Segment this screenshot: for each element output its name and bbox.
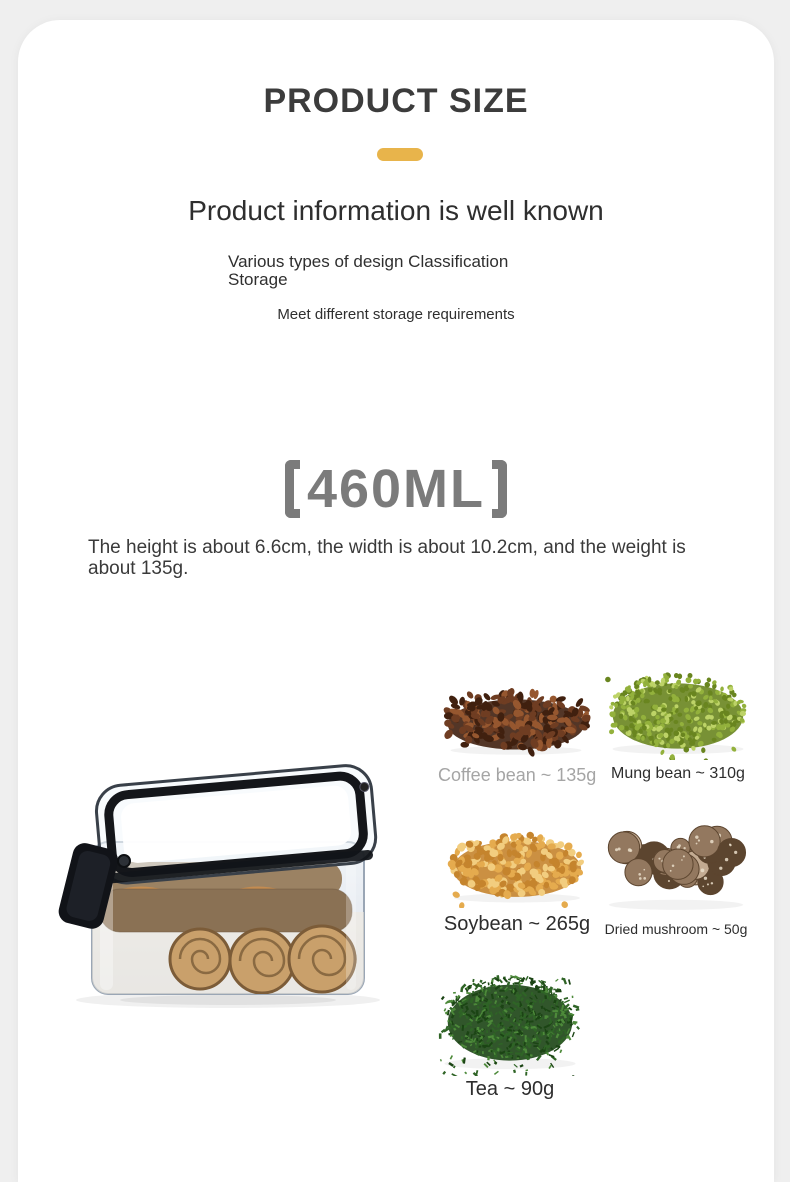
tea-pile-image: [432, 952, 588, 1076]
capacity-label: Tea ~ 90g: [465, 1078, 555, 1100]
coffee-bean-pile-image: [438, 664, 594, 760]
capacity-example-dried-mushroom: [596, 804, 756, 937]
capacity-example-coffee-bean: [438, 664, 597, 786]
intro-subline-2: Meet different storage requirements: [277, 306, 515, 323]
intro-headline: Product information is well known: [188, 195, 604, 226]
intro-subline-1: Various types of design Classification Storage: [228, 252, 509, 290]
volume-close-bracket: [492, 460, 507, 518]
capacity-label: Coffee bean ~ 135g: [438, 765, 597, 785]
volume-spec: [18, 460, 774, 518]
soybean-pile-image: [442, 808, 592, 908]
volume-value: 460ML: [306, 459, 486, 519]
container-product-photo: [50, 762, 402, 1012]
capacity-example-tea: [432, 952, 588, 1101]
product-info-card: [18, 20, 774, 1182]
dried-mushroom-pile-image: [596, 804, 756, 916]
mung-bean-pile-image: [600, 650, 756, 760]
capacity-label: Mung bean ~ 310g: [611, 765, 745, 782]
capacity-label: Dried mushroom ~ 50g: [604, 921, 748, 937]
capacity-example-soybean: [442, 808, 592, 936]
section-title: PRODUCT SIZE: [263, 82, 529, 120]
container-illustration: [50, 762, 402, 1012]
capacity-example-mung-bean: [600, 650, 756, 783]
capacity-label: Soybean ~ 265g: [443, 913, 591, 935]
volume-open-bracket: [285, 460, 300, 518]
accent-divider: [377, 148, 423, 161]
dimensions-text: The height is about 6.6cm, the width is about 10.2cm, and the weight is about 135g.: [88, 537, 686, 579]
